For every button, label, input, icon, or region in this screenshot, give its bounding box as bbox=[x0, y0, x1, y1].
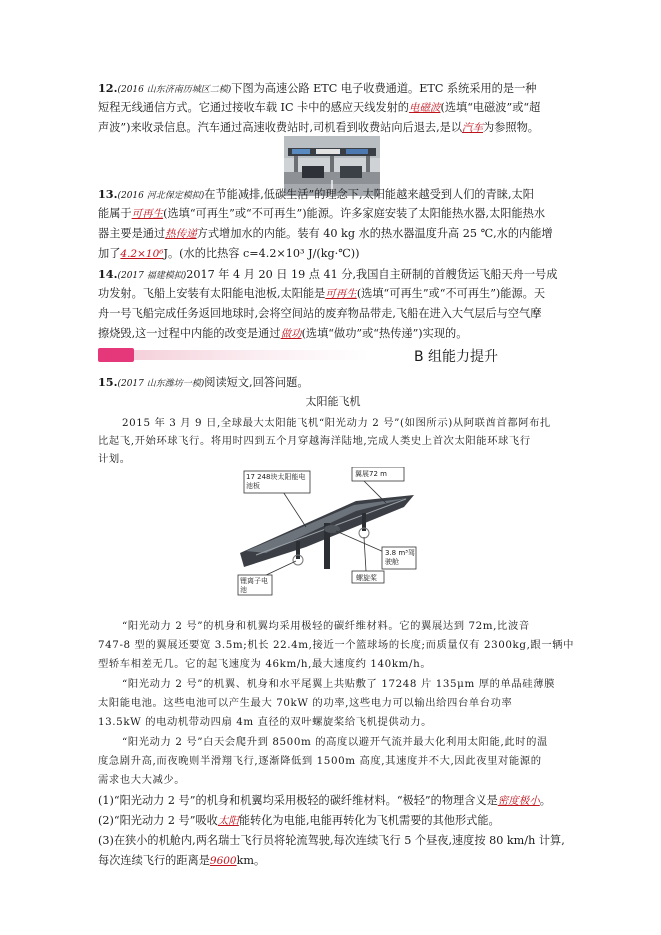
q14-answer-2: 做功 bbox=[280, 328, 302, 340]
p4-line-3: 需求也大大减少。 bbox=[98, 774, 186, 786]
q13-text: J。(水的比热容 c=4.2×10³ J/(kg·℃)) bbox=[163, 247, 360, 260]
q13-answer-1: 可再生 bbox=[131, 208, 164, 220]
q14-text: (选填“做功”或“热传递”)实现的。 bbox=[301, 327, 468, 340]
q14-text: (选填“可再生”或“不可再生”)能源。天 bbox=[356, 287, 546, 300]
q14-line-2 bbox=[98, 284, 568, 304]
q12-line-1 bbox=[98, 78, 568, 100]
p2-line-1: “阳光动力 2 号”的机身和机翼均采用极轻的碳纤维材料。它的翼展达到 72m,比波音 bbox=[122, 620, 530, 632]
q13-text: (选填“可再生”或“不可再生”)能源。许多家庭安装了太阳能热水器,太阳能热水 bbox=[163, 207, 546, 220]
q15-answer-3: 9600 bbox=[209, 855, 237, 867]
q14-text: 擦烧毁,这一过程中内能的改变是通过 bbox=[98, 327, 281, 340]
q12-text: 短程无线通信方式。它通过接收车载 IC 卡中的感应天线发射的 bbox=[98, 101, 409, 114]
q15-answer-2: 太阳 bbox=[217, 815, 239, 827]
q13-text: 器主要是通过 bbox=[98, 227, 166, 240]
q13-answer-3: 4.2×10⁶ bbox=[120, 248, 164, 260]
q15-source: (2017 山东潍坊一模) bbox=[117, 379, 205, 389]
p4-line-2: 度急剧升高,而夜晚则半滑翔飞行,逐渐降低到 1500m 高度,其速度并不大,因此夜里对能源的 bbox=[98, 755, 542, 767]
q14-line-3 bbox=[98, 304, 568, 324]
q12-line-3 bbox=[98, 118, 568, 138]
label-cockpit: 3.8 m³驾驶舱 bbox=[385, 549, 415, 566]
q14-text: 2017 年 4 月 20 日 19 点 41 分,我国自主研制的首艘货运飞船天舟一号成 bbox=[186, 268, 558, 281]
article-title: 太阳能飞机 bbox=[305, 395, 361, 408]
label-solar-cells: 17 248块太阳能电池板 bbox=[246, 473, 306, 490]
q15-answer-line-4 bbox=[98, 851, 568, 871]
q14-text: 功发射。飞船上安装有太阳能电池板,太阳能是 bbox=[98, 287, 326, 300]
q15-line-1 bbox=[98, 372, 568, 394]
q13-text: 加了 bbox=[98, 247, 121, 260]
q13-line-3 bbox=[98, 224, 568, 244]
p1-line-2: 比起飞,开始环球飞行。将用时四到五个月穿越海洋陆地,完成人类史上首次太阳能环球飞行 bbox=[98, 435, 531, 447]
q14-line-4 bbox=[98, 324, 568, 344]
q12-text: 下图为高速公路 ETC 电子收费通道。ETC 系统采用的是一种 bbox=[231, 82, 537, 95]
label-wingspan: 翼展72 m bbox=[355, 470, 387, 478]
section-band bbox=[98, 350, 368, 360]
q15-text: 。 bbox=[539, 794, 551, 807]
q13-line-1 bbox=[98, 184, 568, 206]
q12-answer-2: 汽车 bbox=[462, 122, 484, 134]
p2-line-2: 747-8 型的翼展还要宽 3.5m;机长 22.4m,接近一个篮球场的长度;而质量仅有 2300kg,跟一辆中 bbox=[98, 639, 575, 651]
q13-text: 方式增加水的内能。装有 40 kg 水的热水器温度升高 25 ℃,水的内能增 bbox=[196, 227, 553, 240]
section-title: B 组能力提升 bbox=[413, 349, 498, 365]
solar-plane-figure bbox=[236, 467, 421, 597]
q15-answer-line-2 bbox=[98, 811, 568, 831]
q13-number: 13. bbox=[98, 187, 118, 201]
q13-text: 在节能减排,低碳生活”的理念下,太阳能越来越受到人们的青睐,太阳 bbox=[204, 188, 534, 201]
q13-text: 能属于 bbox=[98, 207, 132, 220]
p3-line-3: 13.5kW 的电动机带动四扇 4m 直径的双叶螺旋桨给飞机提供动力。 bbox=[98, 716, 433, 728]
q15-text: (2)“阳光动力 2 号”吸收 bbox=[98, 814, 218, 827]
p2-line-3: 型轿车相差无几。它的起飞速度为 46km/h,最大速度约 140km/h。 bbox=[98, 658, 432, 670]
section-header bbox=[98, 346, 568, 364]
q15-text: 阅读短文,回答问题。 bbox=[204, 376, 309, 389]
q12-line-2 bbox=[98, 98, 568, 118]
q15-answer-1: 密度极小 bbox=[497, 795, 540, 807]
q14-line-1 bbox=[98, 264, 568, 286]
q12-number: 12. bbox=[98, 81, 118, 95]
q14-source: (2017 福建模拟) bbox=[117, 271, 187, 281]
q15-text: km。 bbox=[236, 854, 266, 867]
p1-line-3: 计划。 bbox=[98, 453, 131, 465]
q15-text: 能转化为电能,电能再转化为飞机需要的其他形式能。 bbox=[238, 814, 500, 827]
q14-number: 14. bbox=[98, 267, 118, 281]
q12-source: (2016 山东济南历城区二模) bbox=[117, 85, 232, 95]
q13-line-2 bbox=[98, 204, 568, 224]
label-propeller: 螺旋桨 bbox=[356, 574, 377, 582]
p1-line-1: 2015 年 3 月 9 日,全球最大太阳能飞机“阳光动力 2 号”(如图所示)从阿联酋首都阿布扎 bbox=[122, 417, 551, 429]
q12-text: (选填“电磁波”或“超 bbox=[440, 101, 541, 114]
q14-answer-1: 可再生 bbox=[325, 288, 357, 300]
q15-number: 15. bbox=[98, 375, 118, 389]
q15-text: 每次连续飞行的距离是 bbox=[98, 854, 210, 867]
q13-line-4 bbox=[98, 244, 568, 264]
q15-answer-line-1 bbox=[98, 791, 568, 811]
q15-text: (1)“阳光动力 2 号”的机身和机翼均采用极轻的碳纤维材料。“极轻”的物理含义是 bbox=[98, 794, 498, 807]
q13-source: (2016 河北保定模拟) bbox=[117, 191, 205, 201]
q14-text: 舟一号飞船完成任务返回地球时,会将空间站的废弃物品带走,飞船在进入大气层后与空气摩 bbox=[98, 307, 542, 320]
label-battery: 锂离子电池 bbox=[240, 577, 268, 594]
q12-text: 为参照物。 bbox=[483, 121, 539, 134]
p3-line-1: “阳光动力 2 号”的机翼、机身和水平尾翼上共贴敷了 17248 片 135μm 厚的单晶硅薄膜 bbox=[122, 678, 555, 690]
p3-line-2: 太阳能电池。这些电池可以产生最大 70kW 的功率,这些电力可以输出给四台单台功率 bbox=[98, 697, 513, 709]
section-tag bbox=[98, 348, 134, 362]
q12-answer-1: 电磁波 bbox=[408, 102, 441, 114]
q15-answer-line-3: (3)在狭小的机舱内,两名瑞士飞行员将轮流驾驶,每次连续飞行 5 个昼夜,速度按 80 km/h 计算, bbox=[98, 834, 565, 847]
q13-answer-2: 热传递 bbox=[165, 228, 197, 240]
p4-line-1: “阳光动力 2 号”白天会爬升到 8500m 的高度以避开气流并最大化利用太阳能,此时的温 bbox=[122, 736, 548, 748]
q12-text: 声波”)来收录信息。汽车通过高速收费站时,司机看到收费站向后退去,是以 bbox=[98, 121, 463, 134]
